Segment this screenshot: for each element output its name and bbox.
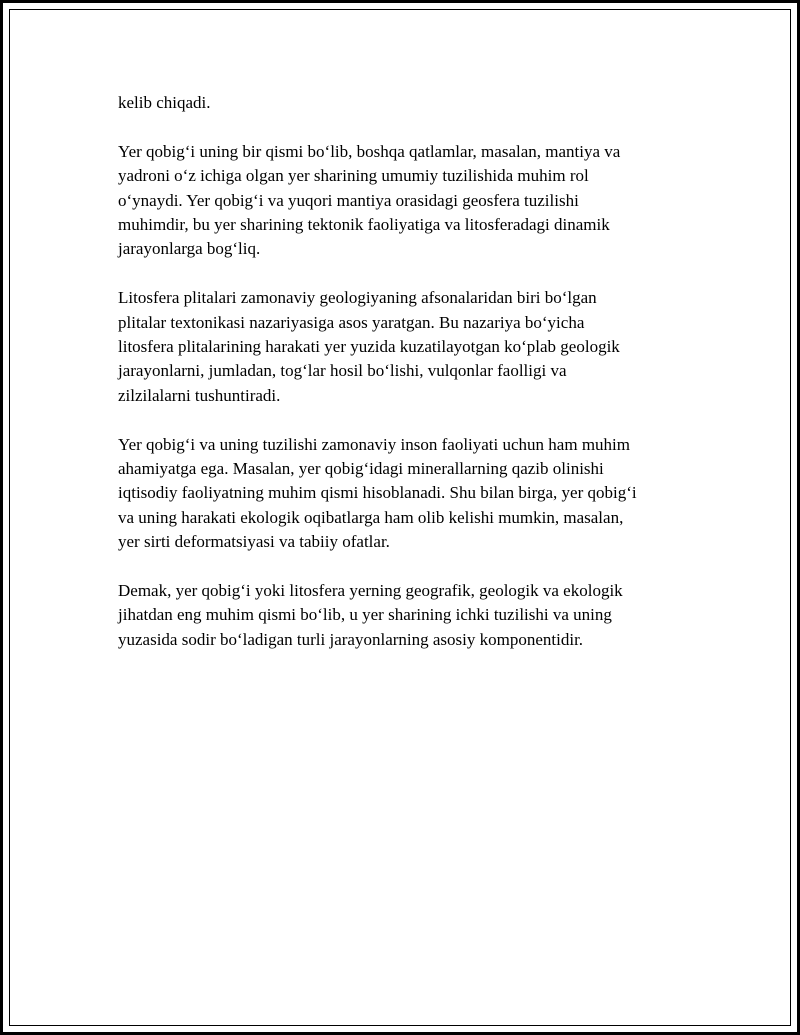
paragraph-line: yuzasida sodir bo‘ladigan turli jarayonlarning asosiy komponentidir. [118, 629, 584, 649]
paragraph-line: yadroni o‘z ichiga olgan yer sharining umumiy tuzilishida muhim rol [118, 166, 589, 186]
paragraph-line: jarayonlarga bog‘liq. [118, 239, 261, 259]
paragraph-2 [118, 140, 698, 262]
paragraph-line: ahamiyatga ega. Masalan, yer qobig‘idagi minerallarning qazib olinishi [118, 459, 604, 479]
paragraph-line: jihatdan eng muhim qismi bo‘lib, u yer sharining ichki tuzilishi va uning [118, 605, 612, 625]
paragraph-4 [118, 433, 698, 555]
paragraph-line: Yer qobig‘i va uning tuzilishi zamonaviy inson faoliyati uchun ham muhim [118, 434, 630, 454]
paragraph-line: yer sirti deformatsiyasi va tabiiy ofatlar. [118, 532, 390, 552]
paragraph-line: jarayonlarni, jumladan, tog‘lar hosil bo‘lishi, vulqonlar faolligi va [118, 361, 567, 381]
paragraph-line: iqtisodiy faoliyatning muhim qismi hisoblanadi. Shu bilan birga, yer qobig‘i [118, 483, 637, 503]
paragraph-line: muhimdir, bu yer sharining tektonik faoliyatiga va litosferadagi dinamik [118, 215, 610, 235]
document-body [118, 91, 698, 677]
paragraph-line: o‘ynaydi. Yer qobig‘i va yuqori mantiya orasidagi geosfera tuzilishi [118, 190, 579, 210]
paragraph-line: zilzilalarni tushuntiradi. [118, 385, 281, 405]
paragraph-line: Demak, yer qobig‘i yoki litosfera yerning geografik, geologik va ekologik [118, 581, 623, 601]
paragraph-1 [118, 91, 698, 115]
paragraph-line: kelib chiqadi. [118, 93, 211, 112]
paragraph-line: Yer qobig‘i uning bir qismi bo‘lib, boshqa qatlamlar, masalan, mantiya va [118, 141, 621, 161]
paragraph-line: litosfera plitalarining harakati yer yuzida kuzatilayotgan ko‘plab geologik [118, 337, 620, 357]
paragraph-line: Litosfera plitalari zamonaviy geologiyaning afsonalaridan biri bo‘lgan [118, 288, 597, 308]
paragraph-line: plitalar textonikasi nazariyasiga asos yaratgan. Bu nazariya bo‘yicha [118, 312, 585, 332]
paragraph-line: va uning harakati ekologik oqibatlarga ham olib kelishi mumkin, masalan, [118, 507, 624, 527]
paragraph-5 [118, 579, 698, 652]
paragraph-3 [118, 286, 698, 408]
